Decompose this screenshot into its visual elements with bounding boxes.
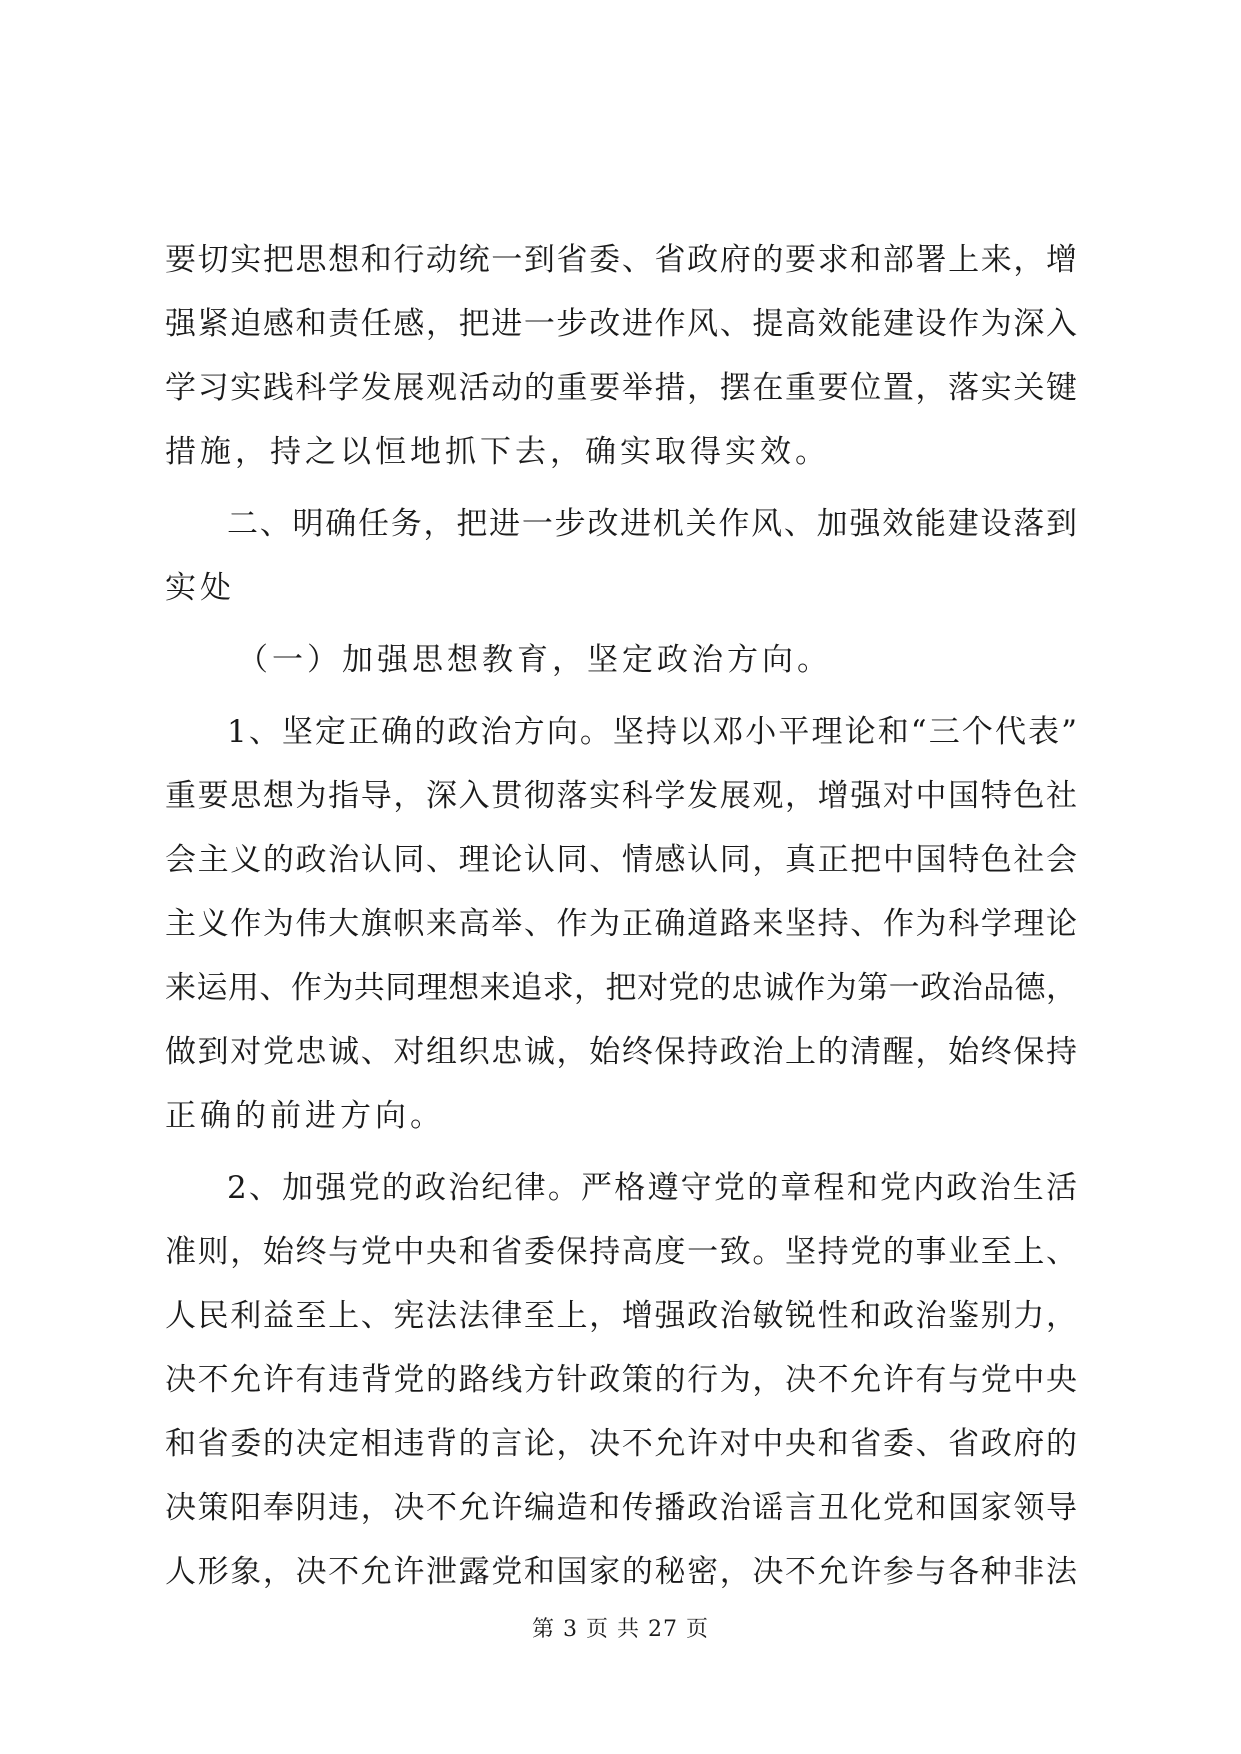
body-line: 措施，持之以恒地抓下去，确实取得实效。 [165,434,830,470]
body-line: 正确的前进方向。 [165,1098,445,1134]
body-line: 要切实把思想和行动统一到省委、省政府的要求和部署上来，增 [165,242,1077,278]
body-line: 人形象，决不允许泄露党和国家的秘密，决不允许参与各种非法 [165,1554,1077,1590]
body-line: 决不允许有违背党的路线方针政策的行为，决不允许有与党中央 [165,1362,1077,1398]
body-line: 会主义的政治认同、理论认同、情感认同，真正把中国特色社会 [165,842,1077,878]
body-line: 1、坚定正确的政治方向。坚持以邓小平理论和“三个代表” [227,714,1077,750]
body-line: 主义作为伟大旗帜来高举、作为正确道路来坚持、作为科学理论 [165,906,1077,942]
body-line: 做到对党忠诚、对组织忠诚，始终保持政治上的清醒，始终保持 [165,1034,1077,1070]
section-heading-line: 实处 [165,570,235,606]
subsection-heading: （一）加强思想教育，坚定政治方向。 [237,642,832,678]
body-line: 人民利益至上、宪法法律至上，增强政治敏锐性和政治鉴别力， [165,1298,1077,1334]
document-body [165,228,1077,1604]
section-heading-line: 二、明确任务，把进一步改进机关作风、加强效能建设落到 [227,506,1077,542]
body-line: 准则，始终与党中央和省委保持高度一致。坚持党的事业至上、 [165,1234,1077,1270]
body-line: 和省委的决定相违背的言论，决不允许对中央和省委、省政府的 [165,1426,1077,1462]
body-line: 决策阳奉阴违，决不允许编造和传播政治谣言丑化党和国家领导 [165,1490,1077,1526]
body-line: 来运用、作为共同理想来追求，把对党的忠诚作为第一政治品德， [165,970,1077,1006]
body-line: 2、加强党的政治纪律。严格遵守党的章程和党内政治生活 [227,1170,1077,1206]
body-line: 重要思想为指导，深入贯彻落实科学发展观，增强对中国特色社 [165,778,1077,814]
body-line: 学习实践科学发展观活动的重要举措，摆在重要位置，落实关键 [165,370,1077,406]
body-line: 强紧迫感和责任感，把进一步改进作风、提高效能建设作为深入 [165,306,1077,342]
page-number-footer: 第 3 页 共 27 页 [532,1617,709,1642]
